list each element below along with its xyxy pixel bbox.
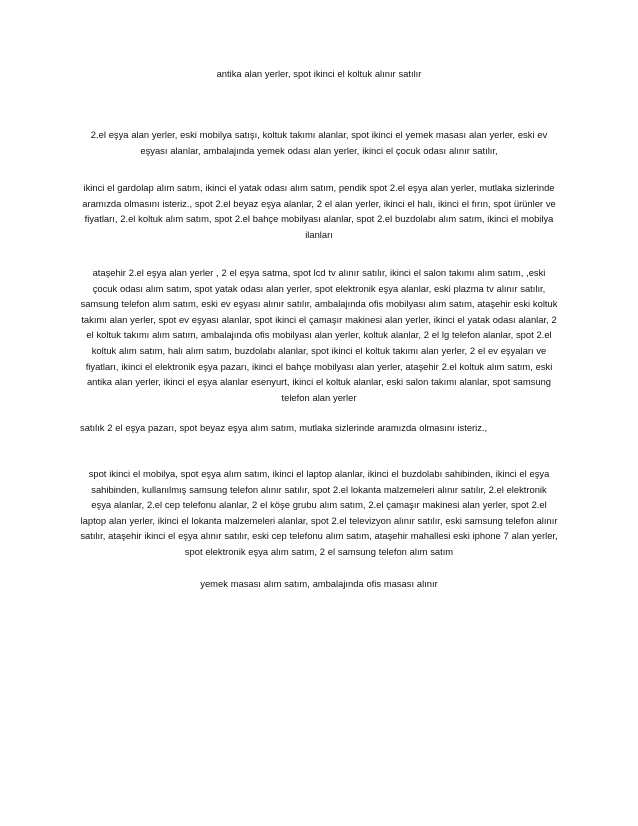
paragraph-4: satılık 2 el eşya pazarı, spot beyaz eşya alım satım, mutlaka sizlerinde aramızda olmasını isteriz.,	[80, 422, 488, 433]
paragraph-2: ikinci el gardolap alım satım, ikinci el yatak odası alım satım, pendik spot 2.el eşya alan yerler, mutlaka sizlerinde aramızda olmasını isteriz., spot 2.el beyaz eşya alanlar, 2 el alan yerler, ikinci el halı, ikinci el fırın, spot ürünler ve fiyatları, 2.el koltuk alım satım, spot 2.el bahçe mobilyası alanlar, spot 2.el buzdolabı alım satım, ikinci el mobilya ilanları	[82, 182, 556, 240]
paragraph-6: yemek masası alım satım, ambalajında ofis masası alınır	[200, 578, 438, 589]
paragraph-1: 2.el eşya alan yerler, eski mobilya satışı, koltuk takımı alanlar, spot ikinci el yemek masası alan yerler, eski ev eşyası alanlar, ambalajında yemek odası alan yerler, ikinci el çocuk odası alınır satılır,	[90, 129, 548, 156]
paragraph-3: ataşehir 2.el eşya alan yerler , 2 el eşya satma, spot lcd tv alınır satılır, ikinci el salon takımı alım satım, ,eski çocuk odası alım satım, spot yatak odası alan yerler, spot elektronik eşya alanlar, eski plazma tv alınır satılır, samsung telefon alım satım, eski ev eşyası alınır satılır, ambalajında ofis mobilyası alım satım, ataşehir eski koltuk takımı alan yerler, spot ev eşyası alanlar, spot ikinci el çamaşır makinesi alan yerler, ikinci el yatak odası alanlar, 2 el koltuk takımı alım satım, ambalajında ofis mobilyası alan yerler, koltuk alanlar, 2 el lg telefon alanlar, spot 2.el koltuk alım satım, halı alım satım, buzdolabı alanlar, spot ikinci el koltuk takımı alan yerler, 2 el ev eşyaları ve fiyatları, ikinci el elektronik eşya pazarı, ikinci el bahçe mobilyası alan yerler, ataşehir 2.el koltuk alım satım, eski antika alan yerler, ikinci el eşya alanlar esenyurt, ikinci el koltuk alanlar, eski salon takımı alanlar, spot samsung telefon alan yerler	[80, 267, 558, 403]
paragraph-5: spot ikinci el mobilya, spot eşya alım satım, ikinci el laptop alanlar, ikinci el buzdolabı sahibinden, ikinci el eşya sahibinden, kullanılmış samsung telefon alınır satılır, spot 2.el lokanta malzemeleri alınır satılır, 2.el elektronik eşya alanlar, 2.el cep telefonu alanlar, 2 el köşe grubu alım satım, 2.el çamaşır makinesi alan yerler, spot 2.el laptop alan yerler, ikinci el lokanta malzemeleri alanlar, spot 2.el televizyon alınır satılır, eski samsung telefon alınır satılır, ataşehir ikinci el eşya alınır satılır, eski cep telefonu alım satım, ataşehir mahallesi eski iphone 7 alan yerler, spot elektronik eşya alım satım, 2 el samsung telefon alım satım	[80, 468, 558, 557]
document-title: antika alan yerler, spot ikinci el koltuk alınır satılır	[216, 68, 422, 79]
